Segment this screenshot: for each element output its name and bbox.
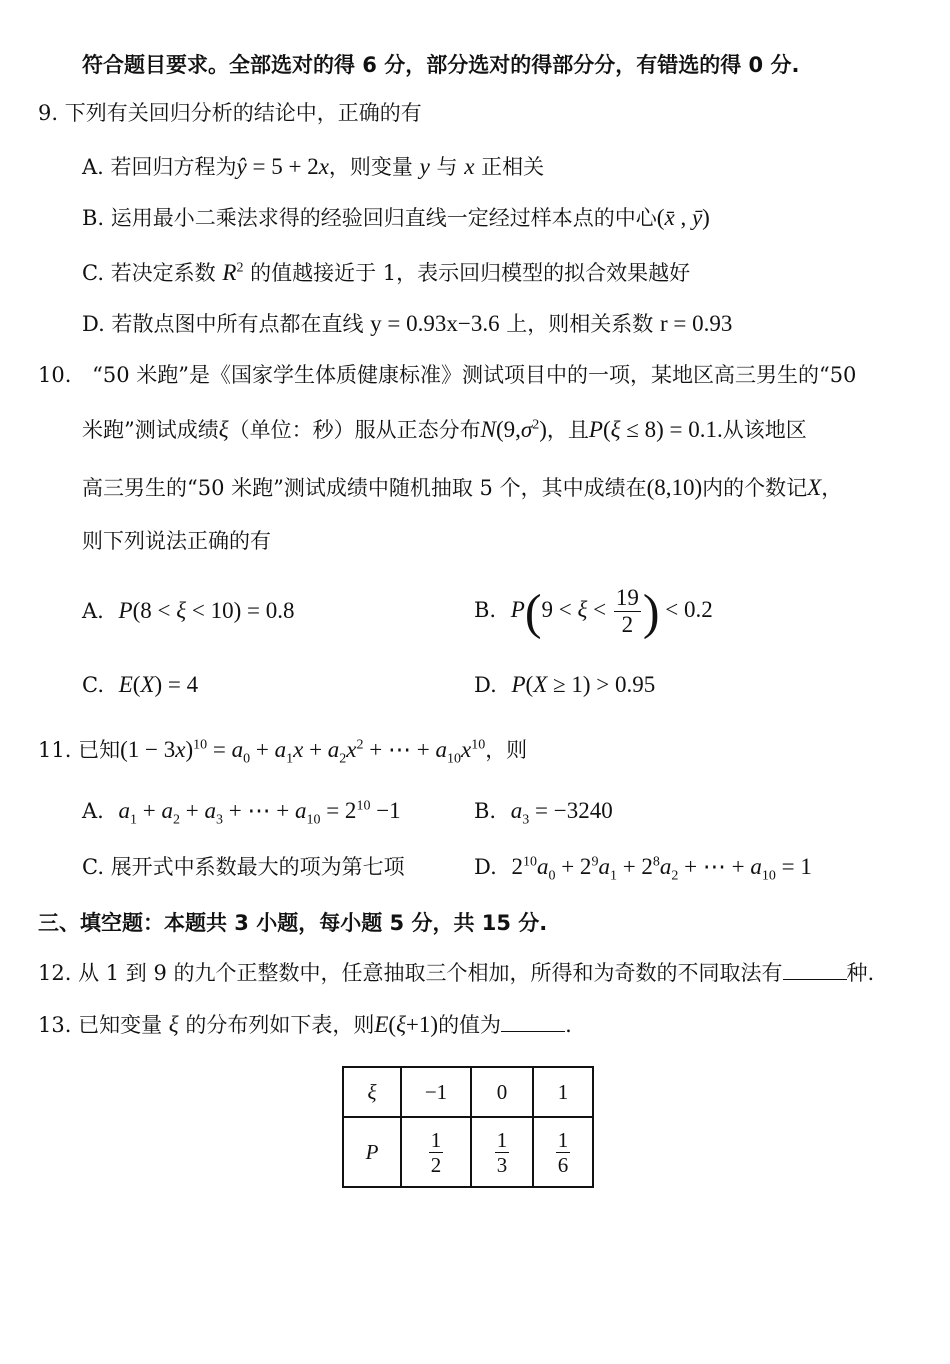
section2-instructions: 符合题目要求。全部选对的得 6 分，部分选对的得部分分，有错选的得 0 分. xyxy=(82,53,800,77)
table-row-values xyxy=(343,1067,593,1117)
q9-d-label: D. xyxy=(82,312,105,336)
table-cell: 1 xyxy=(533,1067,593,1117)
q9-c-label: C. xyxy=(82,261,104,285)
table-row-probabilities xyxy=(343,1117,593,1187)
q11-option-a: A. $a_1 + a_2 + a_3$ + ⋯ + $a_{10} = 2^{10} -1$ xyxy=(82,798,401,828)
q13-answer-blank[interactable] xyxy=(501,1011,565,1032)
q9-b-label: B. xyxy=(82,206,105,230)
q10-option-c: C. E(X) = 4 xyxy=(82,672,199,697)
q13-number: 13. xyxy=(38,1013,72,1037)
q11-number: 11. xyxy=(38,738,72,762)
q11-option-b: B. $a_3 = -3240$ xyxy=(474,798,613,828)
table-cell: $\frac{1}{2}$ xyxy=(401,1117,471,1187)
q10-line2: 米跑”测试成绩ξ（单位：秒）服从正态分布$N(9,\sigma^2)$，且P(ξ ≤ 8) = 0.1.从该地区 xyxy=(82,417,807,442)
section3-heading: 三、填空题：本题共 3 小题，每小题 5 分，共 15 分. xyxy=(38,911,548,935)
table-cell: $\frac{1}{6}$ xyxy=(533,1117,593,1187)
q9-stem-line xyxy=(38,98,422,128)
q12-answer-blank[interactable] xyxy=(783,959,847,980)
q12-line: 12. 从 1 到 9 的九个正整数中，任意抽取三个相加，所得和为奇数的不同取法有 种. xyxy=(38,961,875,985)
table-cell: $\frac{1}{3}$ xyxy=(471,1117,533,1187)
q9-b-center: (x̄ , ȳ) xyxy=(656,205,710,230)
q10-line3: 高三男生的“50 米跑”测试成绩中随机抽取 5 个，其中成绩在(8,10)内的个数记X， xyxy=(82,475,843,500)
q9-a-label: A. xyxy=(82,155,104,179)
q9-d-line-eq: y = 0.93x−3.6 xyxy=(370,311,500,336)
q12-number: 12. xyxy=(38,961,72,985)
q10-line4: 则下列说法正确的有 xyxy=(82,529,271,553)
q9-option-a: A. 若回归方程为ŷ = 5 + 2x，则变量 y 与 x 正相关 xyxy=(82,154,545,179)
q9-option-b: B. 运用最小二乘法求得的经验回归直线一定经过样本点的中心(x̄ , ȳ) xyxy=(82,205,710,230)
table-cell: −1 xyxy=(401,1067,471,1117)
table-header-xi: ξ xyxy=(343,1067,401,1117)
q9-option-d: D. 若散点图中所有点都在直线 y = 0.93x−3.6 上，则相关系数 r = 0.93 xyxy=(82,311,733,336)
q11-stem-line: 11. 已知$(1 - 3x)^{10} = a_0 + a_1x + a_2x^2$ + ⋯ + $a_{10}x^{10}$，则 xyxy=(38,737,528,767)
q10-b-fraction: $\frac{19}{2}$ xyxy=(615,585,639,638)
q9-number: 9. xyxy=(38,101,59,125)
q11-expansion: $(1 - 3x)^{10} = a_0 + a_1x + a_2x^2$ + ⋯ + $a_{10}x^{10}$ xyxy=(120,737,486,767)
q9-option-c: C. 若决定系数 $R^2$ 的值越接近于 1，表示回归模型的拟合效果越好 xyxy=(82,260,691,285)
q9-stem: 下列有关回归分析的结论中，正确的有 xyxy=(64,101,422,125)
q9-a-equation: ŷ = 5 + 2x xyxy=(236,154,329,179)
table-cell: 0 xyxy=(471,1067,533,1117)
q11-option-d: D. $2^{10}a_0 + 2^9a_1 + 2^8a_2$ + ⋯ + $a_{10} = 1$ xyxy=(474,854,812,884)
q10-line1: 10. “50 米跑”是《国家学生体质健康标准》测试项目中的一项，某地区高三男生的“50 xyxy=(38,363,857,387)
table-header-p: P xyxy=(343,1117,401,1187)
q10-option-a: A. P(8 < ξ < 10) = 0.8 xyxy=(82,598,295,623)
distribution-table xyxy=(342,1066,594,1188)
q11-option-c: C. 展开式中系数最大的项为第七项 xyxy=(82,855,405,879)
q10-option-b: B. P(9 < ξ < $\frac{19}{2}$ ) < 0.2 xyxy=(474,583,713,640)
q10-option-d: D. P(X ≥ 1) > 0.95 xyxy=(474,672,656,697)
q10-number: 10. xyxy=(38,363,72,387)
q13-line: 13. 已知变量 ξ 的分布列如下表，则E(ξ+1)的值为 . xyxy=(38,1012,572,1037)
